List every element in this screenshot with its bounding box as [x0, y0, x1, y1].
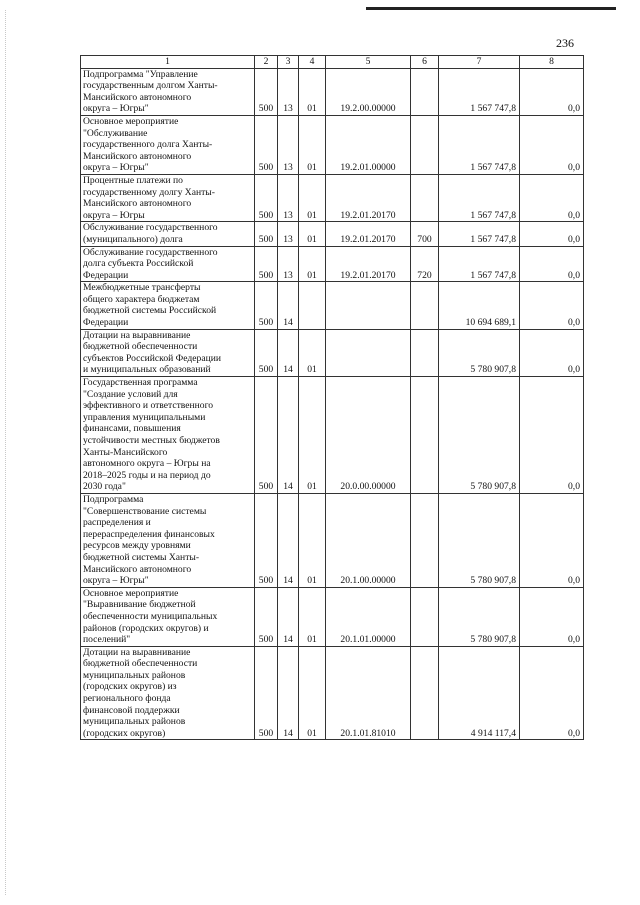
column-header: 3	[278, 56, 299, 69]
table-body	[81, 68, 584, 740]
code-cell: 500	[255, 68, 278, 115]
amount-cell: 0,0	[520, 646, 584, 740]
row-name-cell: Обслуживание государственного (муниципального) долга	[81, 222, 255, 246]
code-cell: 01	[299, 246, 326, 282]
amount-cell: 10 694 689,1	[439, 282, 520, 329]
code-cell: 500	[255, 329, 278, 376]
code-cell: 500	[255, 377, 278, 494]
code-cell: 500	[255, 246, 278, 282]
code-cell: 19.2.01.20170	[326, 222, 411, 246]
code-cell: 19.2.01.20170	[326, 174, 411, 221]
amount-cell: 1 567 747,8	[439, 246, 520, 282]
code-cell: 14	[278, 587, 299, 646]
amount-cell: 0,0	[520, 493, 584, 587]
code-cell: 19.2.01.20170	[326, 246, 411, 282]
left-margin-dots	[5, 10, 8, 895]
code-cell: 01	[299, 493, 326, 587]
table-row	[81, 329, 584, 376]
amount-cell: 5 780 907,8	[439, 377, 520, 494]
table-row	[81, 246, 584, 282]
code-cell: 500	[255, 174, 278, 221]
amount-cell: 1 567 747,8	[439, 68, 520, 115]
code-cell	[411, 493, 439, 587]
code-cell: 14	[278, 493, 299, 587]
page-number: 236	[556, 36, 574, 50]
column-header: 1	[81, 56, 255, 69]
table-header-row	[81, 56, 584, 69]
code-cell	[411, 377, 439, 494]
code-cell: 19.2.01.00000	[326, 115, 411, 174]
table-row	[81, 115, 584, 174]
row-name-cell: Обслуживание государственного долга субъекта Российской Федерации	[81, 246, 255, 282]
column-header: 8	[520, 56, 584, 69]
column-header: 5	[326, 56, 411, 69]
code-cell: 14	[278, 646, 299, 740]
amount-cell: 0,0	[520, 68, 584, 115]
row-name-cell: Дотации на выравнивание бюджетной обеспеченности муниципальных районов (городских округов) из регионального фонда финансовой поддержки муниципальных районов (городских округов)	[81, 646, 255, 740]
row-name-cell: Государственная программа "Создание условий для эффективного и ответственного управления муниципальными финансами, повышения устойчивости местных бюджетов Ханты-Мансийского автономного округа – Югры на 2018–2025 годы и на период до 2030 года"	[81, 377, 255, 494]
column-header: 6	[411, 56, 439, 69]
amount-cell: 1 567 747,8	[439, 174, 520, 221]
code-cell	[326, 329, 411, 376]
code-cell	[411, 68, 439, 115]
row-name-cell: Процентные платежи по государственному долгу Ханты- Мансийского автономного округа – Югры	[81, 174, 255, 221]
code-cell: 13	[278, 115, 299, 174]
top-rule	[366, 7, 616, 10]
row-name-cell: Основное мероприятие "Обслуживание государственного долга Ханты- Мансийского автономного округа – Югры"	[81, 115, 255, 174]
code-cell: 500	[255, 282, 278, 329]
row-name-cell: Основное мероприятие "Выравнивание бюджетной обеспеченности муниципальных районов (городских округов) и поселений"	[81, 587, 255, 646]
table-row	[81, 646, 584, 740]
row-name-cell: Подпрограмма "Управление государственным долгом Ханты- Мансийского автономного округа – Югры"	[81, 68, 255, 115]
code-cell: 01	[299, 115, 326, 174]
code-cell: 500	[255, 222, 278, 246]
code-cell	[411, 646, 439, 740]
code-cell: 14	[278, 377, 299, 494]
code-cell: 500	[255, 646, 278, 740]
code-cell: 01	[299, 222, 326, 246]
code-cell: 01	[299, 68, 326, 115]
code-cell: 01	[299, 174, 326, 221]
code-cell: 13	[278, 222, 299, 246]
table-row	[81, 68, 584, 115]
amount-cell: 0,0	[520, 115, 584, 174]
row-name-cell: Подпрограмма "Совершенствование системы распределения и перераспределения финансовых ресурсов между уровнями бюджетной системы Ханты- Мансийского автономного округа – Югры"	[81, 493, 255, 587]
code-cell	[411, 329, 439, 376]
code-cell	[411, 282, 439, 329]
code-cell: 500	[255, 493, 278, 587]
amount-cell: 4 914 117,4	[439, 646, 520, 740]
code-cell: 700	[411, 222, 439, 246]
code-cell: 720	[411, 246, 439, 282]
amount-cell: 0,0	[520, 246, 584, 282]
table-row	[81, 587, 584, 646]
code-cell	[411, 587, 439, 646]
amount-cell: 0,0	[520, 282, 584, 329]
code-cell: 500	[255, 115, 278, 174]
code-cell: 01	[299, 329, 326, 376]
column-header: 4	[299, 56, 326, 69]
code-cell	[299, 282, 326, 329]
code-cell: 01	[299, 377, 326, 494]
column-header: 7	[439, 56, 520, 69]
code-cell: 01	[299, 587, 326, 646]
amount-cell: 0,0	[520, 174, 584, 221]
amount-cell: 0,0	[520, 587, 584, 646]
amount-cell: 1 567 747,8	[439, 222, 520, 246]
table-row	[81, 493, 584, 587]
code-cell: 20.1.01.81010	[326, 646, 411, 740]
budget-table	[80, 55, 584, 740]
code-cell: 19.2.00.00000	[326, 68, 411, 115]
code-cell: 20.1.00.00000	[326, 493, 411, 587]
code-cell: 13	[278, 68, 299, 115]
code-cell	[411, 115, 439, 174]
amount-cell: 0,0	[520, 377, 584, 494]
table-row	[81, 174, 584, 221]
amount-cell: 1 567 747,8	[439, 115, 520, 174]
code-cell: 14	[278, 282, 299, 329]
amount-cell: 5 780 907,8	[439, 587, 520, 646]
amount-cell: 0,0	[520, 222, 584, 246]
code-cell: 13	[278, 174, 299, 221]
column-header: 2	[255, 56, 278, 69]
code-cell: 20.1.01.00000	[326, 587, 411, 646]
amount-cell: 5 780 907,8	[439, 329, 520, 376]
code-cell	[411, 174, 439, 221]
code-cell: 500	[255, 587, 278, 646]
table-row	[81, 282, 584, 329]
code-cell	[326, 282, 411, 329]
row-name-cell: Дотации на выравнивание бюджетной обеспеченности субъектов Российской Федерации и муниципальных образований	[81, 329, 255, 376]
code-cell: 13	[278, 246, 299, 282]
amount-cell: 0,0	[520, 329, 584, 376]
table-row	[81, 222, 584, 246]
code-cell: 14	[278, 329, 299, 376]
row-name-cell: Межбюджетные трансферты общего характера бюджетам бюджетной системы Российской Федерации	[81, 282, 255, 329]
table-row	[81, 377, 584, 494]
code-cell: 20.0.00.00000	[326, 377, 411, 494]
code-cell: 01	[299, 646, 326, 740]
amount-cell: 5 780 907,8	[439, 493, 520, 587]
